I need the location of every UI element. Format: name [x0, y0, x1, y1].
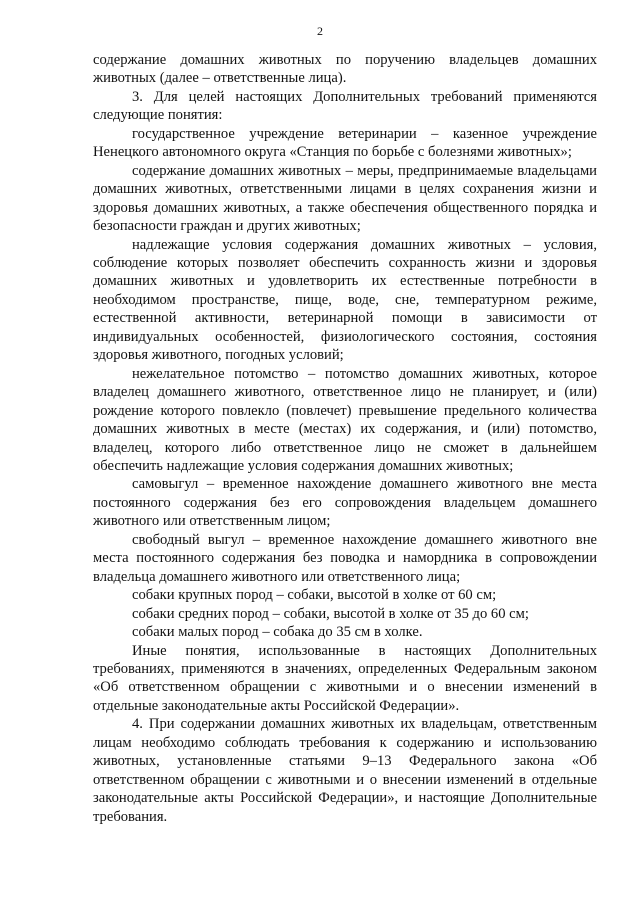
paragraph: собаки средних пород – собаки, высотой в холке от 35 до 60 см;: [132, 605, 529, 622]
paragraph: содержание домашних животных по поручению владельцев домашних животных (далее – ответственные лица).: [93, 52, 597, 87]
paragraph: содержание домашних животных – меры, предпринимаемые владельцами домашних животных, ответственными лицами в целях сохранения жизни и здоровья домашних животных, а также обеспечения общественного порядка и безопасности граждан и других животных;: [93, 162, 597, 235]
paragraph: 3. Для целей настоящих Дополнительных требований применяются следующие понятия:: [93, 88, 597, 124]
paragraph: государственное учреждение ветеринарии – казенное учреждение Ненецкого автономного округа «Станция по борьбе с болезнями животных»;: [93, 125, 597, 161]
page-number: 2: [317, 24, 323, 38]
paragraph: самовыгул – временное нахождение домашнего животного вне места постоянного содержания без его сопровождения владельцем домашнего животного или ответственным лицом;: [93, 476, 597, 530]
document-body: [93, 51, 597, 826]
paragraph: Иные понятия, использованные в настоящих Дополнительных требованиях, применяются в значениях, определенных Федеральным законом «Об ответственном обращении с животными и о внесении изменений в отдельные законодательные акты Российской Федерации».: [93, 642, 597, 714]
paragraph: нежелательное потомство – потомство домашних животных, которое владелец домашнего животного, ответственное лицо не планирует, и (или) рождение которого повлекло (повлечет) превышение предельного количества домашних животных в месте (местах) их содержания, и (или) потомство, владелец, которого либо ответственное лицо не сможет в дальнейшем обеспечить надлежащие условия содержания домашних животных;: [93, 365, 597, 474]
paragraph: надлежащие условия содержания домашних животных – условия, соблюдение которых позволяет обеспечить сохранность жизни и здоровья домашних животных и удовлетворить их естественные потребности в необходимом пространстве, пище, воде, сне, температурном режиме, естественной активности, ветеринарной помощи в зависимости от индивидуальных особенностей, физиологического состояния, состояния здоровья животного, погодных условий;: [93, 236, 597, 364]
paragraph: 4. При содержании домашних животных их владельцам, ответственным лицам необходимо соблюдать требования к содержанию и использованию животных, установленные статьями 9–13 Федерального закона «Об ответственном обращении с животными и о внесении изменений в отдельные законодательные акты Российской Федерации», и настоящие Дополнительные требования.: [93, 716, 597, 825]
paragraph: собаки малых пород – собака до 35 см в холке.: [132, 624, 423, 641]
paragraph: собаки крупных пород – собаки, высотой в холке от 60 см;: [132, 587, 497, 604]
paragraph: свободный выгул – временное нахождение домашнего животного вне места постоянного содержания без поводка и намордника в сопровождении владельца домашнего животного или ответственного лица;: [93, 531, 597, 585]
